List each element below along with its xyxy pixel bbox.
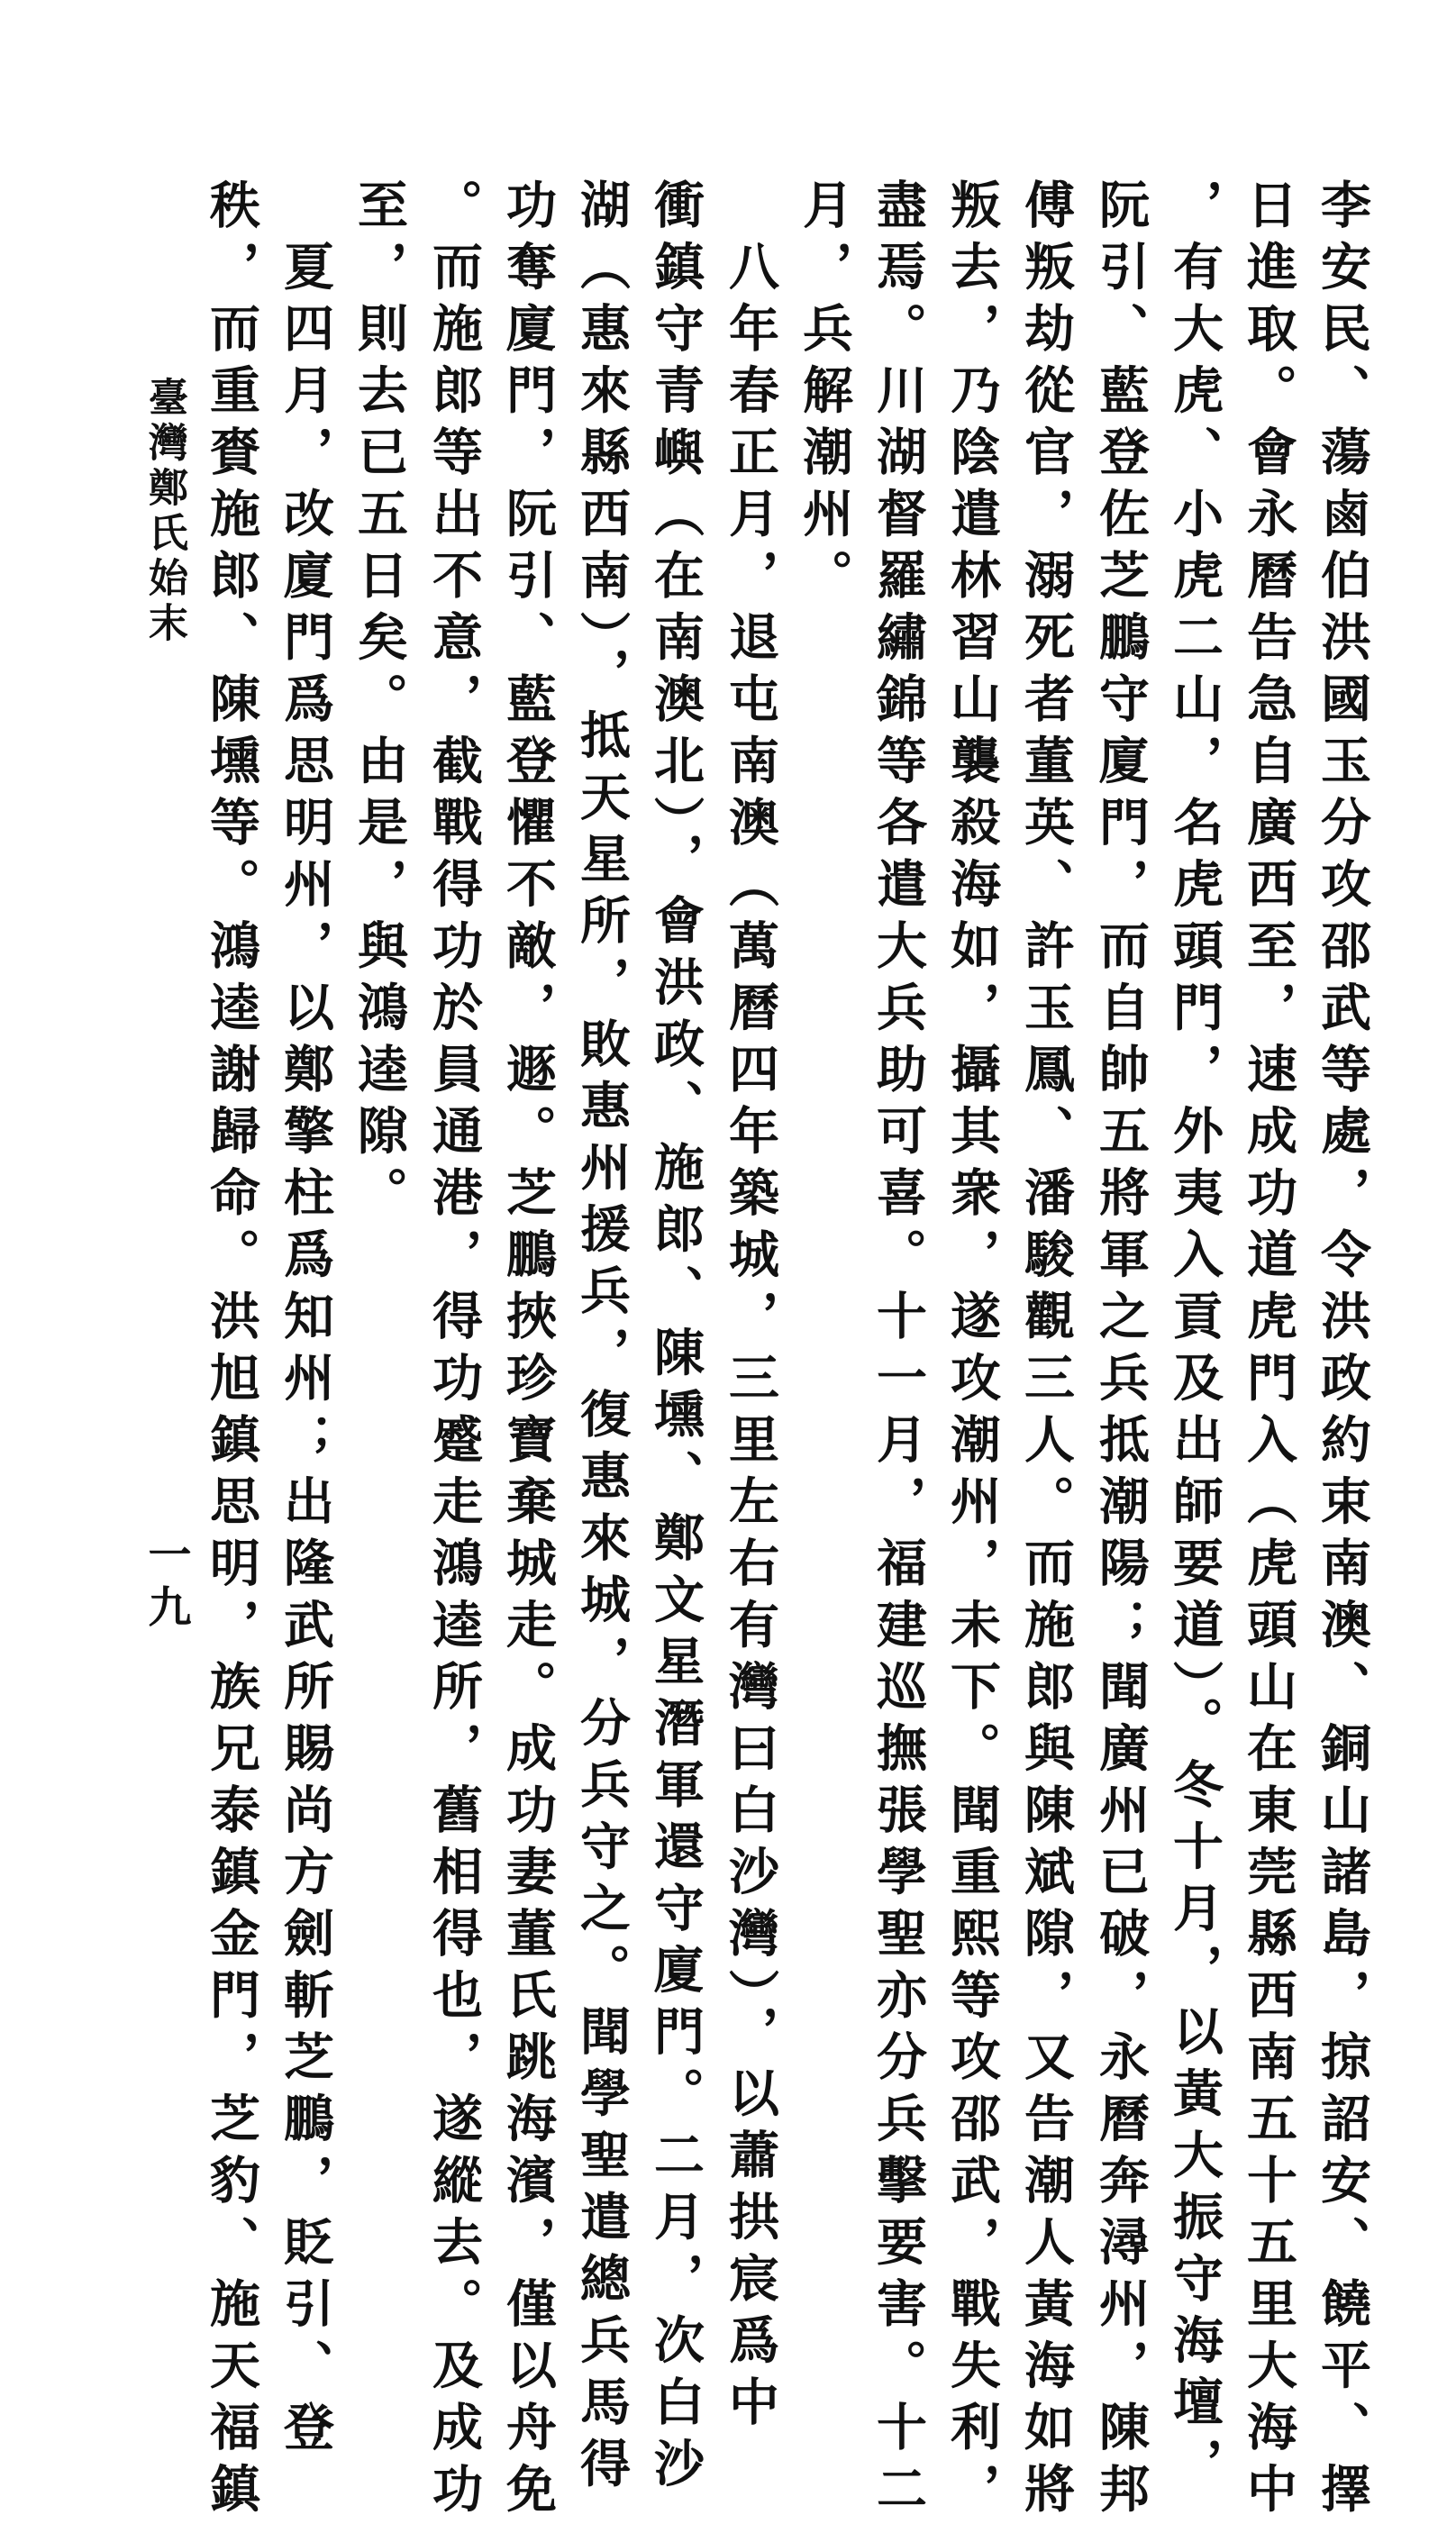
text-column: 盡焉。川湖督羅繡錦等各遣大兵助可喜。十一月，福建巡撫張學聖亦分兵擊要害。十二 bbox=[869, 178, 928, 2524]
text-column: 叛去，乃陰遣林習山襲殺海如，攝其衆，遂攻潮州，未下。聞重熙等攻邵武，戰失利， bbox=[942, 178, 1002, 2524]
text-column: 湖（惠來縣西南），抵天星所，敗惠州援兵，復惠來城，分兵守之。聞學聖遣總兵馬得 bbox=[572, 178, 632, 2499]
text-column: 八年春正月，退屯南澳（萬曆四年築城，三里左右有灣曰白沙灣），以蕭拱宸爲中 bbox=[721, 178, 780, 2437]
text-column: 夏四月，改廈門爲思明州，以鄭擎柱爲知州；出隆武所賜尚方劍斬芝鵬，貶引、登 bbox=[276, 178, 335, 2463]
page-number: 一九 bbox=[141, 1532, 191, 1636]
text-column: 秩，而重賚施郎、陳壎等。鴻逵謝歸命。洪旭鎮思明，族兄泰鎮金門，芝豹、施天福鎮 bbox=[202, 178, 261, 2524]
text-column: 李安民、蕩鹵伯洪國玉分攻邵武等處，令洪政約束南澳、銅山諸島，掠詔安、饒平、擇 bbox=[1313, 178, 1372, 2524]
text-column: 阮引、藍登佐芝鵬守廈門，而自帥五將軍之兵抵潮陽；聞廣州已破，永曆奔潯州，陳邦 bbox=[1091, 178, 1151, 2524]
text-column: ，有大虎、小虎二山，名虎頭門，外夷入貢及出師要道）。冬十月，以黃大振守海壇， bbox=[1165, 178, 1224, 2499]
running-head: 臺灣鄭氏始末 bbox=[141, 377, 187, 647]
text-column: 月，兵解潮州。 bbox=[795, 178, 854, 611]
text-column: 。而施郎等出不意，截戰得功於員通港，得功蹙走鴻逵所，舊相得也，遂縱去。及成功 bbox=[424, 178, 484, 2524]
text-column: 至，則去已五日矣。由是，與鴻逵隙。 bbox=[350, 178, 409, 1228]
text-column: 功奪廈門，阮引、藍登懼不敵，遯。芝鵬挾珍寶棄城走。成功妻董氏跳海濱，僅以舟免 bbox=[498, 178, 558, 2524]
text-column: 傅叛劫從官，溺死者董英、許玉鳳、潘駿觀三人。而施郎與陳斌隙，又告潮人黃海如將 bbox=[1016, 178, 1076, 2524]
text-column: 日進取。會永曆告急自廣西至，速成功道虎門入（虎頭山在東莞縣西南五十五里大海中 bbox=[1239, 178, 1298, 2524]
text-column: 衝鎮守青嶼（在南澳北），會洪政、施郎、陳壎、鄭文星潛軍還守廈門。二月，次白沙 bbox=[646, 178, 705, 2499]
